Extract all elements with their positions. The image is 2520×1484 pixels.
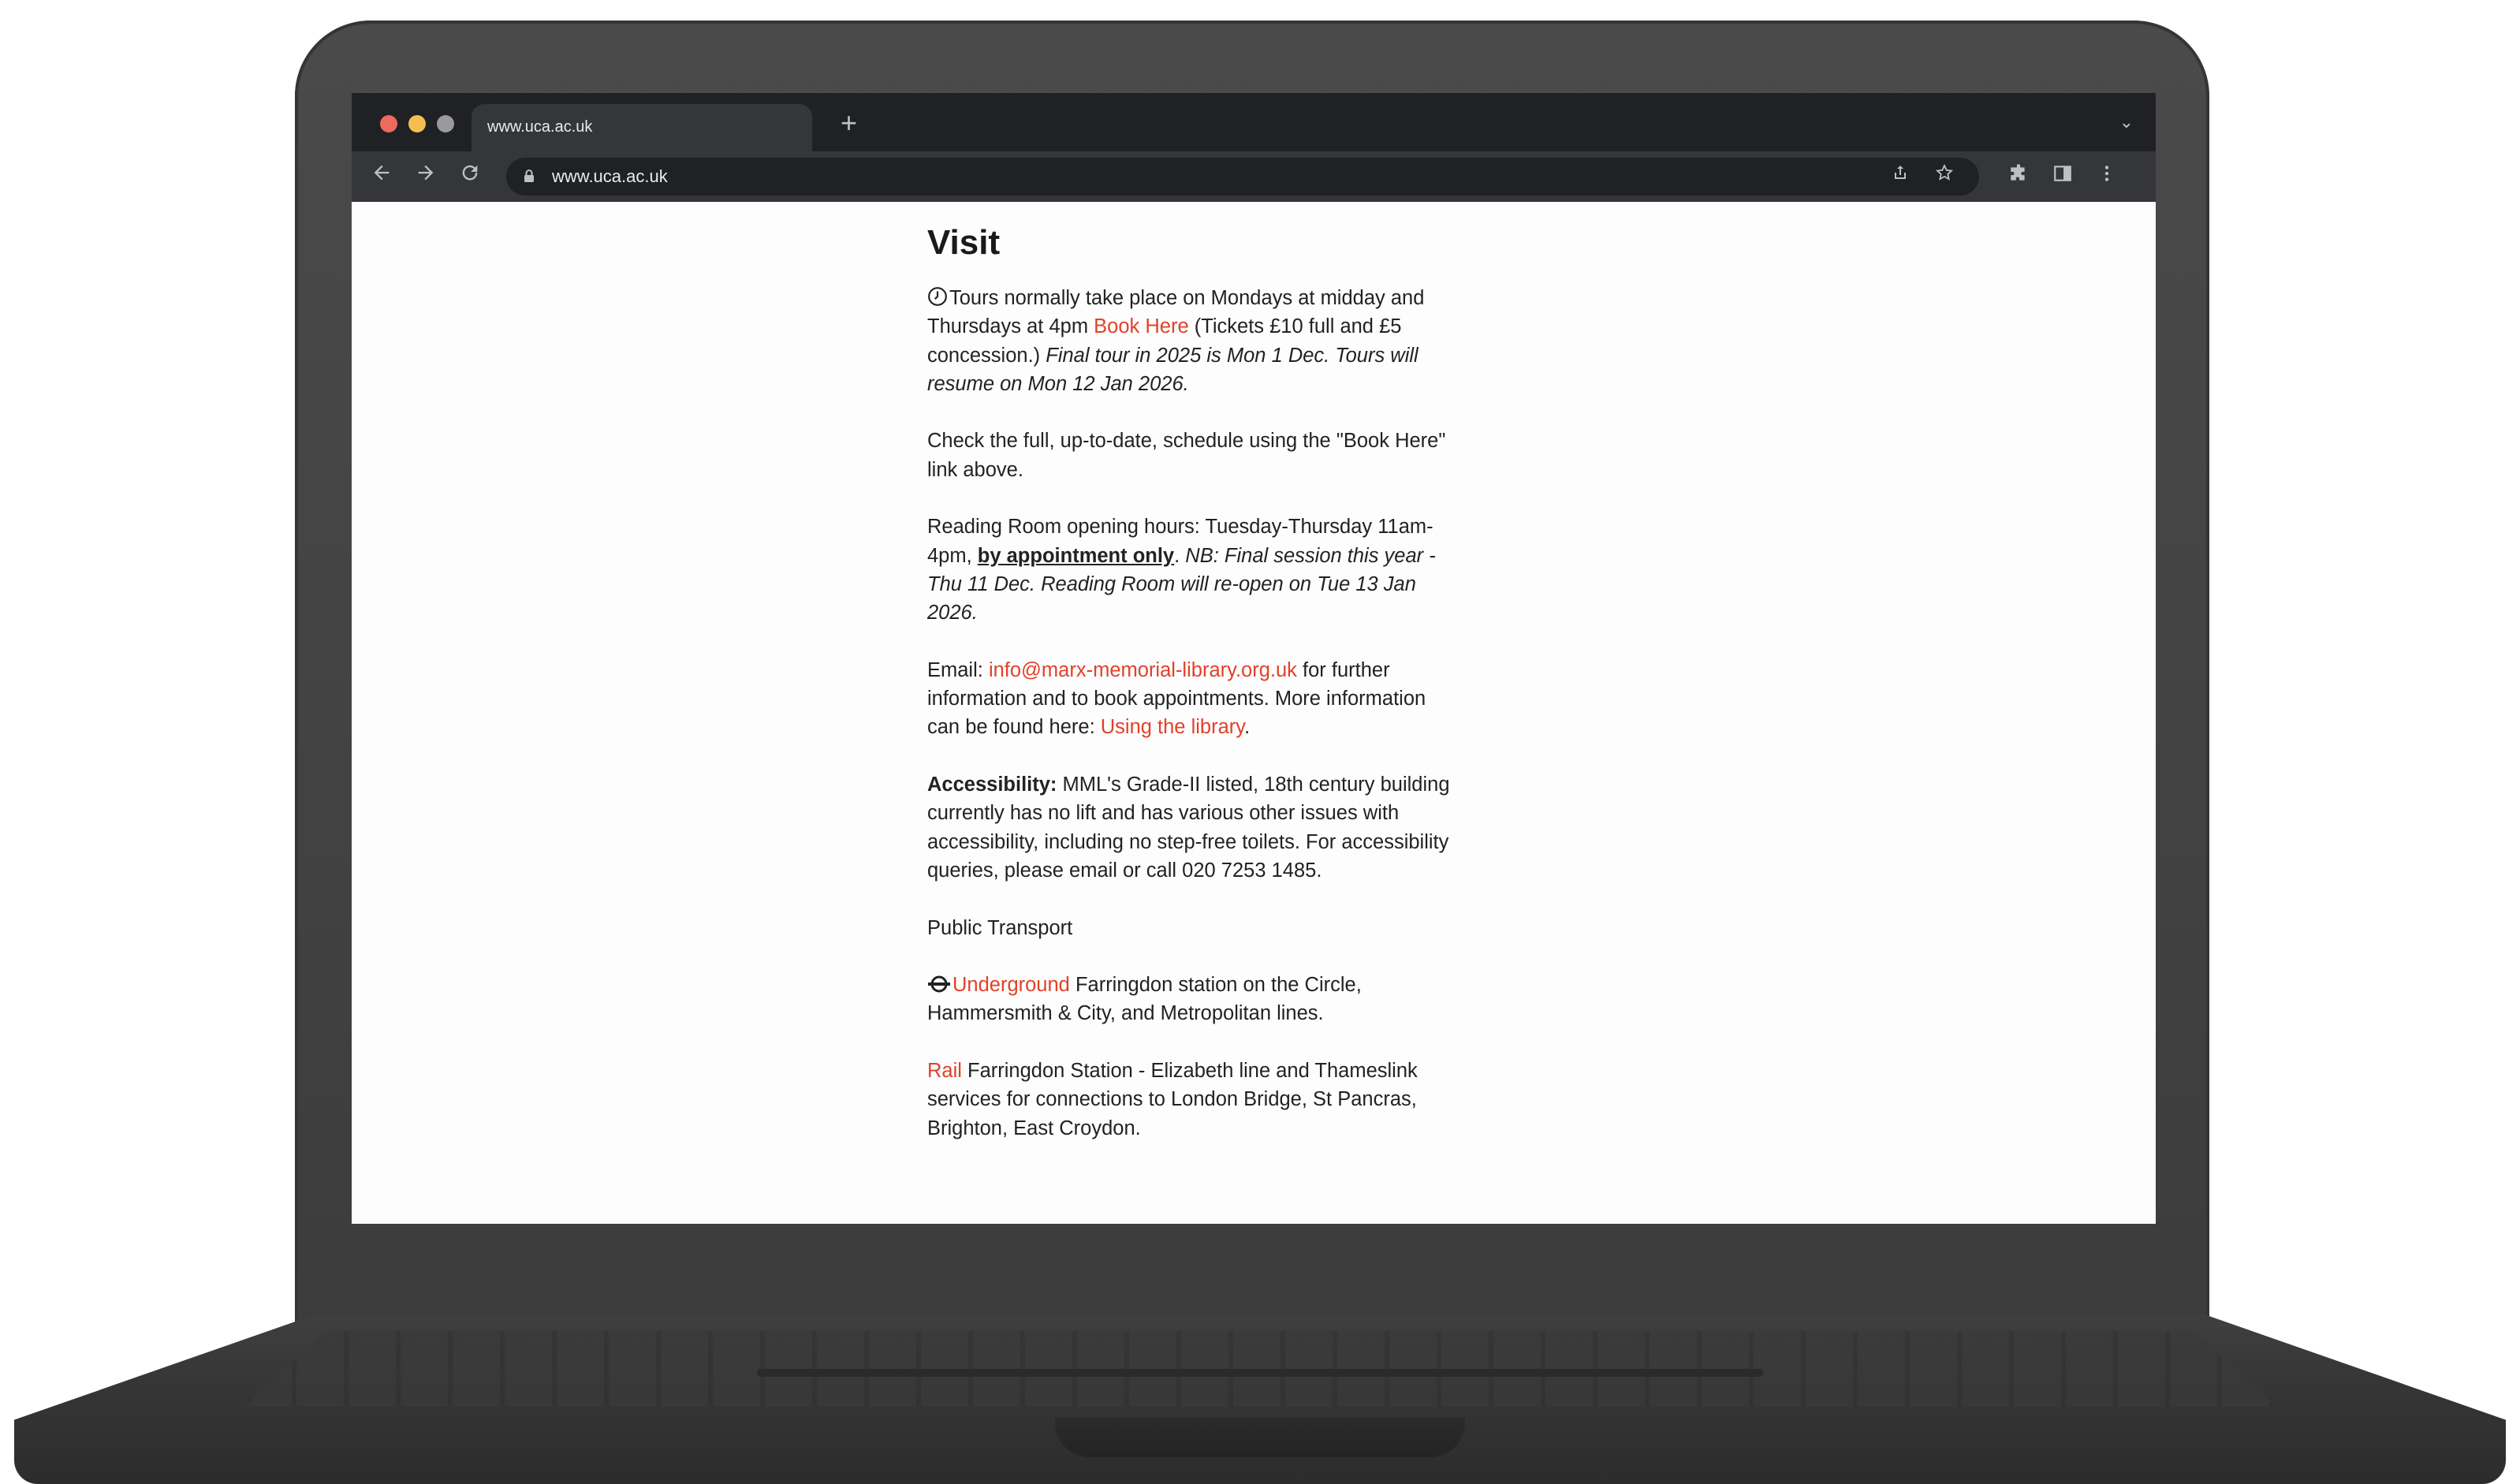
share-icon[interactable] bbox=[1886, 162, 1914, 191]
tab-search-chevron-icon[interactable]: ⌄ bbox=[2119, 112, 2134, 132]
final-tour-note: Final tour in 2025 is Mon 1 Dec. Tours will resume on Mon 12 Jan 2026. bbox=[927, 344, 1418, 395]
star-icon[interactable] bbox=[1930, 162, 1959, 191]
reading-room-note: NB: Final session this year - Thu 11 Dec. Reading Room will re-open on Tue 13 Jan 2026. bbox=[927, 544, 1436, 625]
tickets-text: (Tickets £10 full and £5 concession.) bbox=[927, 315, 1402, 367]
book-here-link[interactable]: Book Here bbox=[1094, 315, 1189, 338]
reload-icon[interactable] bbox=[453, 159, 487, 194]
back-icon[interactable] bbox=[364, 159, 399, 194]
window-zoom-button[interactable] bbox=[437, 115, 454, 132]
tours-text: Tours normally take place on Mondays at midday and Thursdays at 4pm bbox=[927, 287, 1425, 338]
appointment-link[interactable]: by appointment only bbox=[977, 544, 1175, 567]
email-link[interactable]: info@marx-memorial-library.org.uk bbox=[988, 658, 1297, 681]
new-tab-button[interactable]: + bbox=[841, 106, 858, 139]
window-minimize-button[interactable] bbox=[408, 115, 426, 132]
accessibility-heading: Accessibility: bbox=[927, 774, 1057, 796]
window-close-button[interactable] bbox=[380, 115, 397, 132]
email-label: Email: bbox=[927, 658, 989, 681]
schedule-paragraph: Check the full, up-to-date, schedule using the "Book Here" link above. bbox=[927, 430, 1446, 481]
tab-title: www.uca.ac.uk bbox=[487, 118, 593, 136]
tab-uca[interactable] bbox=[472, 104, 812, 151]
laptop-trackpad-edge bbox=[757, 1369, 1763, 1377]
rail-text: Farringdon Station - Elizabeth line and Thameslink services for connections to London Bridge, St Pancras, Brighton, East Croydon. bbox=[927, 1060, 1418, 1139]
accessibility-text: MML's Grade-II listed, 18th century building currently has no lift and has various other issues with accessibility, including no step-free toilets. For accessibility queries, please email or call 020 7253 1485. bbox=[927, 774, 1450, 882]
rail-link[interactable]: Rail bbox=[927, 1060, 962, 1083]
address-bar[interactable] bbox=[506, 158, 1979, 196]
reading-room-paragraph bbox=[927, 513, 1463, 627]
browser-window bbox=[352, 93, 2156, 1224]
underground-roundel-icon bbox=[927, 975, 951, 994]
browser-toolbar bbox=[352, 151, 2156, 202]
page-title: Visit bbox=[927, 223, 1001, 262]
email-paragraph bbox=[927, 656, 1463, 742]
side-panel-icon[interactable] bbox=[2045, 159, 2080, 194]
extensions-icon[interactable] bbox=[2001, 159, 2036, 194]
underground-paragraph bbox=[927, 971, 1463, 1028]
forward-icon[interactable] bbox=[408, 159, 443, 194]
rail-paragraph bbox=[927, 1057, 1463, 1143]
visit-section bbox=[927, 219, 1463, 1171]
using-library-link[interactable]: Using the library bbox=[1100, 716, 1245, 739]
lock-icon bbox=[524, 169, 535, 183]
public-transport-heading: Public Transport bbox=[927, 916, 1073, 939]
reading-room-sep: . bbox=[1174, 544, 1186, 567]
tab-strip bbox=[352, 93, 2156, 151]
underground-text: Farringdon station on the Circle, Hammersmith & City, and Metropolitan lines. bbox=[927, 974, 1362, 1025]
email-end: . bbox=[1244, 716, 1251, 739]
laptop-front-notch bbox=[1055, 1418, 1465, 1457]
clock-icon bbox=[927, 286, 948, 307]
email-text: for further information and to book appointments. More information can be found here: bbox=[927, 658, 1426, 739]
reading-room-text: Reading Room opening hours: Tuesday-Thursday 11am-4pm, bbox=[927, 516, 1433, 567]
page-viewport bbox=[352, 202, 2156, 1224]
menu-icon[interactable] bbox=[2089, 159, 2124, 194]
tours-paragraph bbox=[927, 284, 1463, 398]
underground-link[interactable]: Underground bbox=[952, 974, 1070, 997]
url-text: www.uca.ac.uk bbox=[552, 166, 668, 186]
accessibility-paragraph bbox=[927, 770, 1463, 885]
